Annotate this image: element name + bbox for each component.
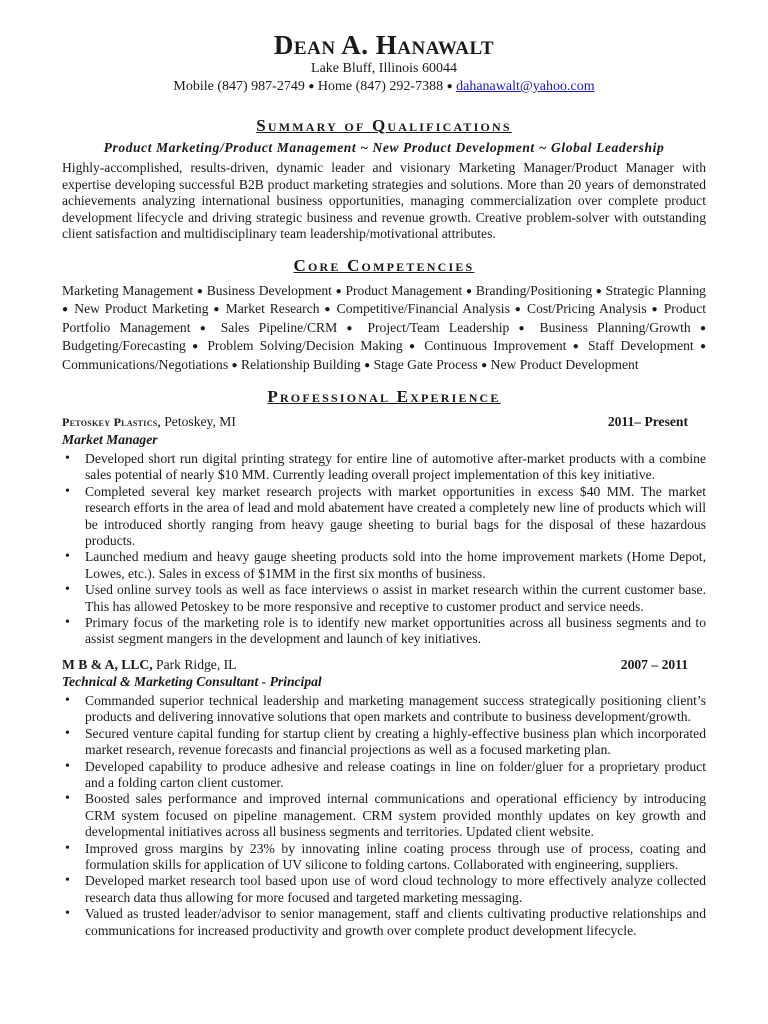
competency-item: New Product Marketing [74, 301, 209, 317]
bullet-separator: ● [699, 322, 706, 334]
contact-line [62, 78, 706, 96]
competency-item: Staff Development [587, 338, 694, 354]
job-bullet: • Developed market research tool based upon use of word cloud technology to more effectively analyze collected research data thus allowing for more focused and targeted marketing messaging. [62, 873, 706, 906]
job-bullet: • Boosted sales performance and improved internal communications and operational efficiency by introducing CRM system focused on pipeline management. CRM system provided monthly updates on key growth and developmental initiatives across all business segments and territories. Updated client website. [62, 791, 706, 840]
location: Lake Bluff, Illinois 60044 [311, 61, 457, 76]
competency-item: Stage Gate Process [373, 356, 478, 372]
competency-item: Business Development [206, 282, 332, 298]
bullet-separator: ● [514, 304, 523, 316]
job-bullet: • Used online survey tools as well as face interviews o assist in market research within the current customer base. This has allowed Petoskey to be more responsive and receptive to customer product and service needs. [62, 582, 706, 615]
competencies-list [62, 282, 706, 374]
competency-item: Business Planning/Growth [539, 319, 691, 335]
competency-item: Branding/Positioning [475, 282, 593, 298]
competencies-heading: Core Competencies [293, 255, 475, 275]
resume-page [62, 30, 706, 939]
competency-item: New Product Development [490, 356, 639, 372]
bullet-separator: ● [335, 285, 342, 297]
bullet-separator: ● [595, 285, 603, 297]
job-role: Technical & Marketing Consultant - Principal [62, 673, 322, 689]
mobile-phone: Mobile (847) 987-2749 [173, 79, 305, 94]
home-phone: Home (847) 292-7388 [317, 79, 444, 94]
job-header [62, 413, 706, 431]
competency-item: Strategic Planning [605, 282, 706, 298]
bullet-separator: ● [308, 81, 315, 92]
bullet-separator: ● [213, 304, 221, 316]
competency-item: Sales Pipeline/CRM [220, 319, 338, 335]
job-bullet: • Developed capability to produce adhesive and release coatings in line on folder/gluer for a proprietary product and a folding carton client customer. [62, 759, 706, 792]
competency-item: Product Management [345, 282, 463, 298]
job-location: Park Ridge, IL [156, 656, 237, 672]
email-link[interactable]: dahanawalt@yahoo.com [456, 79, 595, 94]
competency-item: Marketing Management [62, 282, 194, 298]
competency-item: Competitive/Financial Analysis [336, 301, 510, 317]
job-company-location [62, 413, 236, 431]
experience-heading: Professional Experience [267, 387, 501, 406]
competency-item: Product Portfolio Management [62, 301, 707, 335]
bullet-separator: ● [572, 341, 582, 353]
bullet-separator: ● [231, 359, 238, 371]
job-entry [62, 656, 706, 939]
candidate-name: Dean A. Hanawalt [273, 30, 495, 60]
job-bullet: • Launched medium and heavy gauge sheeting products sold into the home improvement markets (Home Depot, Lowes, etc.). Sales in excess of $1MM in the first six months of business. [62, 549, 706, 582]
job-bullet: • Commanded superior technical leadership and marketing management success strategically positioning client’s products and delivering innovative solutions that open markets and contribute to business development/growth. [62, 693, 706, 726]
competency-item: Communications/Negotiations [62, 356, 229, 372]
competency-item: Budgeting/Forecasting [62, 338, 186, 354]
bullet-separator: ● [192, 341, 202, 353]
bullet-separator: ● [346, 322, 359, 334]
bullet-separator: ● [518, 322, 531, 334]
job-dates: 2007 – 2011 [620, 656, 688, 672]
summary-tagline: Product Marketing/Product Management ~ New Product Development ~ Global Leadership [103, 140, 665, 155]
competency-item: Problem Solving/Decision Making [207, 338, 403, 354]
job-company-location [62, 656, 236, 673]
bullet-separator: ● [409, 341, 418, 353]
job-company: M B & A, LLC, [62, 656, 153, 672]
competency-item: Relationship Building [241, 356, 361, 372]
job-bullet: • Developed short run digital printing strategy for entire line of automotive after-market products with a combine sales potential of nearly $10 MM. Currently leading overall project implementation of this key initiative. [62, 451, 706, 484]
bullet-separator: ● [651, 304, 659, 316]
job-role: Market Manager [62, 432, 158, 447]
job-bullet: • Valued as trusted leader/advisor to senior management, staff and clients cultivating productive relationships and communications for increased productivity and growth over complete product development lifecycle. [62, 906, 706, 939]
bullet-separator: ● [196, 285, 204, 297]
competency-item: Market Research [225, 301, 320, 317]
competency-item: Continuous Improvement [424, 338, 567, 354]
job-bullet: • Secured venture capital funding for startup client by creating a highly-effective business plan which incorporated market research, revenue forecasts and financial projections as well as a focused marketing plan. [62, 726, 706, 759]
job-dates: 2011– Present [607, 414, 688, 429]
competency-item: Cost/Pricing Analysis [527, 301, 647, 317]
bullet-separator: ● [62, 304, 70, 316]
job-bullet: • Completed several key market research projects with market opportunities in excess $40 MM. The market research efforts in the area of lead and mold abatement have created a completely new line of products which will be introduced shortly ranging from heavy gauge sheeting to burial bags for the disposal of these hazardous products. [62, 484, 706, 550]
bullet-separator: ● [199, 322, 212, 334]
competency-item: Project/Team Leadership [367, 319, 510, 335]
bullet-separator: ● [364, 359, 371, 371]
job-bullets [62, 451, 706, 648]
bullet-separator: ● [446, 81, 453, 92]
bullet-separator: ● [699, 341, 707, 353]
job-bullet: • Improved gross margins by 23% by innovating inline coating process through use of process, coating and formulation skills for application of UV silicone to folding cartons. Collaborated with engineering, suppliers. [62, 841, 706, 874]
job-bullets [62, 693, 706, 939]
summary-text: Highly-accomplished, results-driven, dynamic leader and visionary Marketing Manager/Product Manager with expertise developing successful B2B product marketing strategies and solutions. More than 20 years of demonstrated achievements analyzing international business opportunities, managing commercialization over complete product development lifecycle and driving strategic business and revenue growth. Creative problem-solver with outstanding client satisfaction and multidisciplinary team leadership/motivational attributes. [62, 160, 706, 242]
bullet-separator: ● [324, 304, 332, 316]
summary-heading: Summary of Qualifications [256, 116, 512, 135]
job-company: Petoskey Plastics, [62, 415, 161, 429]
job-entry [62, 413, 706, 648]
job-location: Petoskey, MI [164, 414, 236, 429]
bullet-separator: ● [481, 359, 488, 371]
bullet-separator: ● [465, 285, 473, 297]
job-header [62, 656, 706, 673]
job-bullet: • Primary focus of the marketing role is to identify new market opportunities across all business segments and to assist segment mangers in the development and launch of key initiatives. [62, 615, 706, 648]
